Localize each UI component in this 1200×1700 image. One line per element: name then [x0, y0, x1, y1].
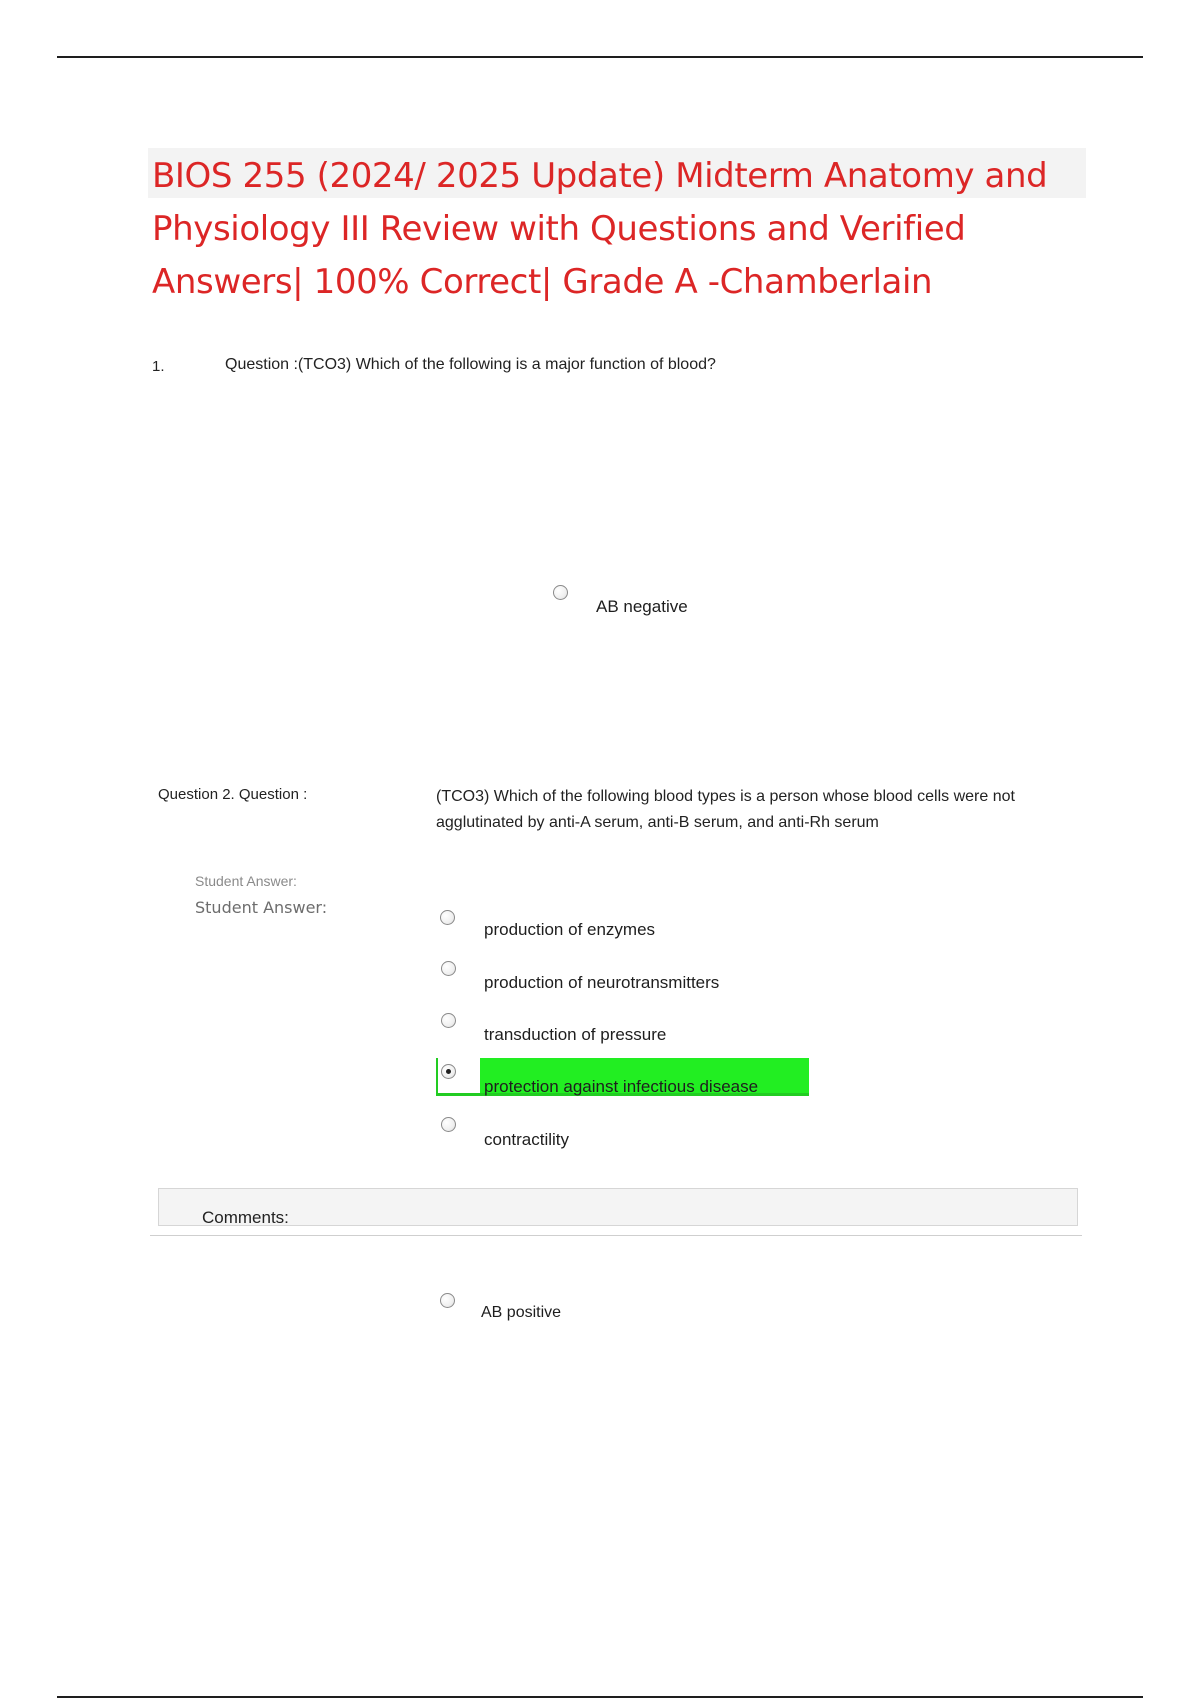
top-rule — [57, 56, 1143, 58]
question-1-text: Question :(TCO3) Which of the following is a major function of blood? — [225, 356, 716, 373]
question-1-number: 1. — [152, 358, 165, 375]
question-2-label: Question 2. Question : — [158, 786, 308, 803]
radio-ab-positive[interactable] — [440, 1293, 455, 1308]
option-transduction-of-pressure-label: transduction of pressure — [484, 1025, 667, 1044]
option-production-of-enzymes-label: production of enzymes — [484, 920, 656, 939]
radio-transduction-of-pressure[interactable] — [441, 1013, 456, 1028]
radio-protection-against-infectious-disease[interactable] — [441, 1064, 456, 1079]
radio-contractility[interactable] — [441, 1117, 456, 1132]
option-ab-negative-label: AB negative — [596, 597, 688, 616]
radio-production-of-enzymes[interactable] — [440, 910, 455, 925]
option-ab-positive-label: AB positive — [481, 1304, 562, 1321]
option-contractility-label: contractility — [484, 1130, 570, 1149]
comments-divider — [150, 1235, 1082, 1236]
student-answer-label-small: Student Answer: — [195, 873, 297, 889]
radio-production-of-neurotransmitters[interactable] — [441, 961, 456, 976]
document-title: BIOS 255 (2024/ 2025 Update) Midterm Anatomy and Physiology III Review with Questions and Verified Answers| 100% Correct| Grade A -Chamberlain — [152, 156, 1048, 302]
correct-answer-marker — [436, 1058, 438, 1094]
option-production-of-neurotransmitters-label: production of neurotransmitters — [484, 973, 720, 992]
radio-ab-negative[interactable] — [553, 585, 568, 600]
option-protection-against-infectious-disease-label: protection against infectious disease — [484, 1077, 759, 1096]
bottom-rule — [57, 1696, 1143, 1698]
comments-label: Comments: — [202, 1208, 289, 1227]
question-2-text: (TCO3) Which of the following blood types is a person whose blood cells were not agglutinated by anti-A serum, anti-B serum, and anti-Rh serum — [436, 788, 1015, 831]
comments-box — [158, 1188, 1078, 1226]
student-answer-label: Student Answer: — [195, 898, 328, 917]
